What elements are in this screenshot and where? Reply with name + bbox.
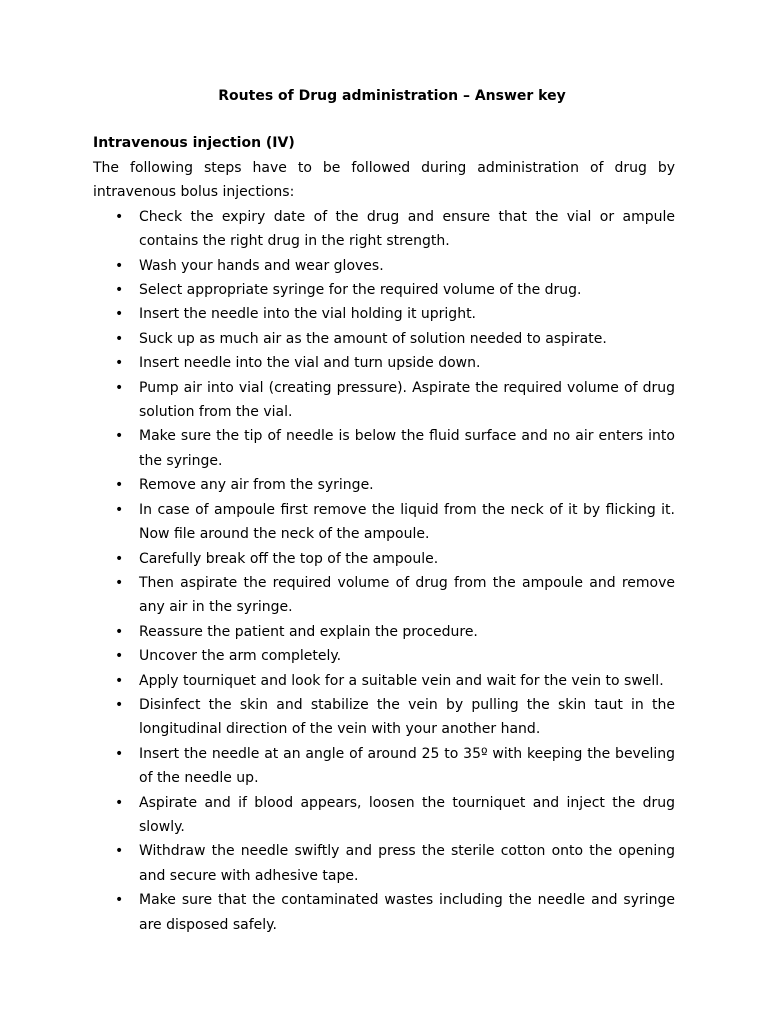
bullet-icon: •	[115, 355, 124, 372]
bullet-icon: •	[115, 257, 124, 274]
bullet-icon: •	[115, 306, 124, 323]
bullet-icon: •	[115, 208, 124, 225]
list-item-text: Disinfect the skin and stabilize the vein by pulling the skin taut in the longitudinal direction of the vein with your another hand.	[139, 696, 675, 738]
list-item-text: Uncover the arm completely.	[139, 648, 342, 665]
list-item	[93, 205, 675, 254]
bullet-icon: •	[115, 892, 124, 909]
list-item	[93, 254, 675, 278]
list-item-text: Then aspirate the required volume of drug from the ampoule and remove any air in the syringe.	[139, 574, 675, 616]
list-item-text: Insert needle into the vial and turn upside down.	[139, 355, 481, 372]
bullet-icon: •	[115, 794, 124, 811]
list-item	[93, 351, 675, 375]
list-item	[93, 693, 675, 742]
list-item-text: Aspirate and if blood appears, loosen the tourniquet and inject the drug slowly.	[139, 794, 675, 835]
list-item-text: In case of ampoule first remove the liquid from the neck of it by flicking it. Now file around the neck of the ampoule.	[139, 501, 675, 543]
bullet-icon: •	[115, 379, 124, 396]
list-item	[93, 669, 675, 693]
list-item	[93, 742, 675, 791]
list-item	[93, 473, 675, 497]
list-item-text: Withdraw the needle swiftly and press the sterile cotton onto the opening and secure with adhesive tape.	[139, 843, 675, 884]
bullet-icon: •	[115, 696, 124, 713]
bullet-icon: •	[115, 477, 124, 494]
list-item	[93, 547, 675, 571]
list-item	[93, 376, 675, 425]
list-item-text: Remove any air from the syringe.	[139, 477, 374, 494]
list-item	[93, 839, 675, 888]
list-item-text: Apply tourniquet and look for a suitable vein and wait for the vein to swell.	[139, 672, 664, 689]
list-item-text: Select appropriate syringe for the required volume of the drug.	[139, 282, 582, 299]
bullet-icon: •	[115, 648, 124, 665]
bullet-icon: •	[115, 501, 124, 518]
list-item-text: Make sure that the contaminated wastes including the needle and syringe are disposed safely.	[139, 892, 675, 933]
document-title: Routes of Drug administration – Answer key	[218, 88, 566, 104]
list-item	[93, 302, 675, 326]
bullet-icon: •	[115, 623, 124, 640]
bullet-icon: •	[115, 330, 124, 347]
section-heading: Intravenous injection (IV)	[93, 135, 295, 151]
bullet-icon: •	[115, 550, 124, 567]
list-item-text: Check the expiry date of the drug and ensure that the vial or ampule contains the right drug in the right strength.	[139, 208, 675, 250]
list-item	[93, 278, 675, 302]
bullet-icon: •	[115, 282, 124, 299]
list-item	[93, 571, 675, 620]
list-item-text: Carefully break off the top of the ampoule.	[139, 550, 439, 567]
bullet-icon: •	[115, 672, 124, 689]
list-item	[93, 791, 675, 840]
bullet-icon: •	[115, 745, 124, 762]
bullet-icon: •	[115, 428, 124, 445]
bullet-icon: •	[115, 574, 124, 591]
list-item-text: Suck up as much air as the amount of solution needed to aspirate.	[139, 330, 607, 347]
list-item	[93, 620, 675, 644]
list-item	[93, 888, 675, 937]
intro-paragraph: The following steps have to be followed during administration of drug by intravenous bolus injections:	[93, 160, 675, 201]
list-item	[93, 498, 675, 547]
list-item	[93, 327, 675, 351]
list-item-text: Insert the needle at an angle of around 25 to 35º with keeping the beveling of the needle up.	[139, 745, 675, 787]
list-item	[93, 644, 675, 668]
list-item-text: Insert the needle into the vial holding it upright.	[139, 306, 477, 323]
list-item-text: Make sure the tip of needle is below the fluid surface and no air enters into the syringe.	[139, 428, 675, 469]
list-item-text: Wash your hands and wear gloves.	[139, 257, 384, 274]
list-item-text: Reassure the patient and explain the procedure.	[139, 623, 478, 640]
list-item	[93, 424, 675, 473]
bullet-icon: •	[115, 843, 124, 860]
list-item-text: Pump air into vial (creating pressure). Aspirate the required volume of drug solution from the vial.	[139, 379, 675, 421]
steps-list	[93, 205, 675, 937]
